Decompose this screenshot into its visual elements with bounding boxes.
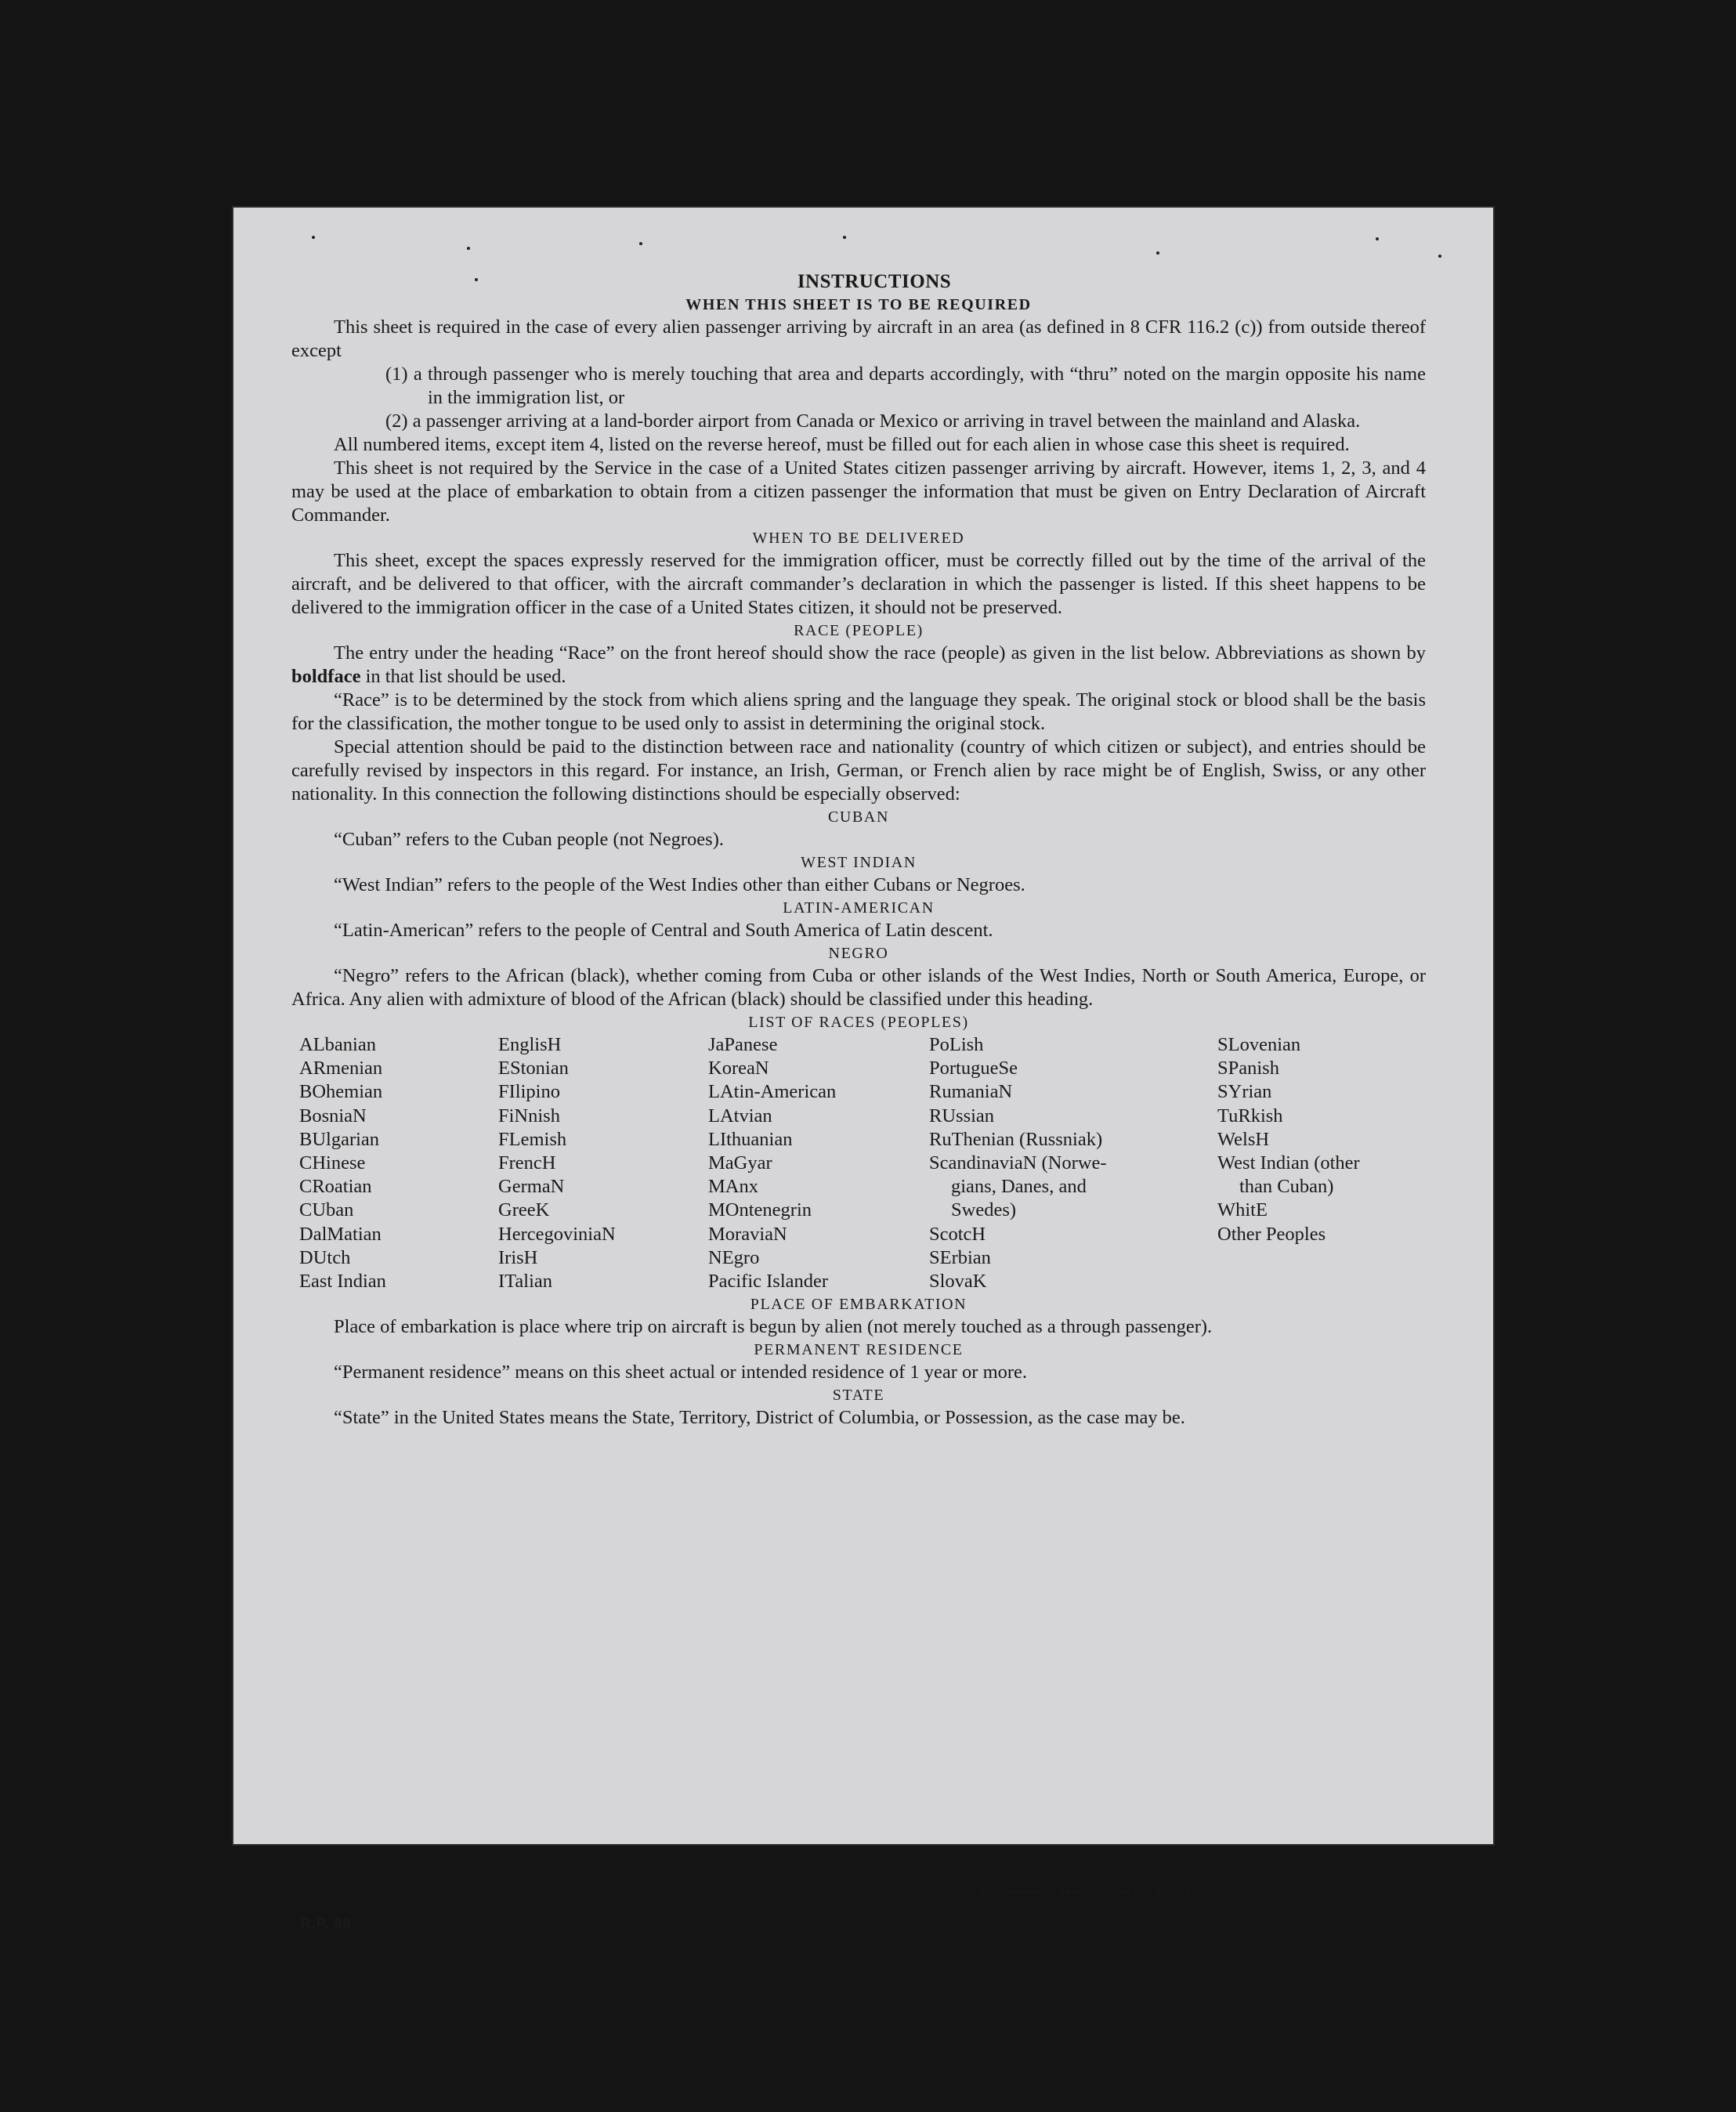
race-entry: JaPanese — [708, 1034, 778, 1055]
race-entry: CHinese — [299, 1152, 366, 1174]
race-column — [498, 1033, 708, 1293]
page-title: INSTRUCTIONS — [797, 271, 952, 292]
paragraph: “Permanent residence” means on this sheet actual or intended residence of 1 year or more. — [334, 1362, 1028, 1383]
race-entry: Other Peoples — [1217, 1223, 1326, 1245]
text-run: The entry under the heading “Race” on the front hereof should show the race (people) as given in the list below. Abbreviations as shown by — [334, 642, 1426, 664]
race-entry: SLovenian — [1217, 1034, 1301, 1055]
race-entry: Pacific Islander — [708, 1271, 829, 1293]
race-entry: SPanish — [1217, 1058, 1279, 1080]
scan-speck — [1376, 237, 1379, 240]
document-page — [232, 206, 1495, 1931]
race-entry: GreeK — [498, 1199, 550, 1221]
race-column — [708, 1033, 929, 1293]
section-heading-list-of-races: LIST OF RACES (PEOPLES) — [748, 1014, 969, 1031]
race-entry: FIlipino — [498, 1081, 560, 1103]
race-entry: FLemish — [498, 1128, 567, 1150]
race-entry: FiNnish — [498, 1105, 560, 1127]
race-entry: ALbanian — [299, 1034, 376, 1055]
race-entry: gians, Danes, and — [951, 1176, 1087, 1198]
race-entry: PoLish — [929, 1034, 984, 1055]
race-entry: DalMatian — [299, 1223, 382, 1245]
race-entry: HercegoviniaN — [498, 1223, 616, 1245]
scan-speck — [843, 236, 846, 239]
section-heading-permanent-residence: PERMANENT RESIDENCE — [754, 1341, 964, 1359]
race-entry: MaGyar — [708, 1152, 772, 1174]
race-entry: KoreaN — [708, 1058, 769, 1080]
paragraph: This sheet, except the spaces expressly reserved for the immigration officer, must be correctly filled out by the time of the arrival of the aircraft, and be delivered to that officer, with the aircraft commander’s declaration in which the passenger is listed. If this sheet happens to be delivered to the immigration officer in the case of a United States citizen, it should not be preserved. — [291, 550, 1426, 618]
paragraph: “West Indian” refers to the people of the West Indies other than either Cubans or Negroes. — [334, 874, 1025, 895]
race-entry: FrencH — [498, 1152, 556, 1174]
race-column — [299, 1033, 498, 1293]
race-entry: ScandinaviaN (Norwe- — [929, 1152, 1107, 1174]
paragraph: This sheet is required in the case of every alien passenger arriving by aircraft in an area (as defined in 8 CFR 116.2 (c)) from outside thereof except — [291, 316, 1426, 361]
race-entry: LAtin-American — [708, 1081, 837, 1103]
section-heading-cuban: CUBAN — [827, 808, 889, 826]
scan-speck — [467, 247, 470, 250]
race-entry: ARmenian — [299, 1058, 383, 1080]
race-entry: MOntenegrin — [708, 1199, 812, 1221]
section-heading-west-indian: WEST INDIAN — [801, 854, 917, 871]
paragraph: “Cuban” refers to the Cuban people (not Negroes). — [334, 829, 724, 850]
race-entry: BUlgarian — [299, 1128, 380, 1150]
race-entry: DUtch — [299, 1246, 351, 1268]
section-heading-latin-american: LATIN-AMERICAN — [783, 899, 935, 917]
section-heading-when-required: WHEN THIS SHEET IS TO BE REQUIRED — [685, 296, 1032, 313]
paragraph: Place of embarkation is place where trip on aircraft is begun by alien (not merely touched as a through passenger). — [334, 1316, 1213, 1338]
list-item: (1) a through passenger who is merely touching that area and departs accordingly, with “thru” noted on the margin opposite his name in the immigration list, or — [385, 363, 1426, 408]
section-heading-place-of-embarkation: PLACE OF EMBARKATION — [750, 1296, 967, 1314]
race-entry: MoraviaN — [708, 1223, 787, 1245]
paragraph: Special attention should be paid to the distinction between race and nationality (country of which citizen or subject), and entries should be carefully revised by inspectors in this regard. For instance, an Irish, German, or French alien by race might be of English, Swiss, or any other nationality. In this connection the following distinctions should be especially observed: — [291, 736, 1426, 805]
paragraph — [291, 642, 1426, 689]
race-entry: CRoatian — [299, 1176, 372, 1198]
race-entry: IrisH — [498, 1246, 538, 1268]
paragraph: This sheet is not required by the Service in the case of a United States citizen passenger arriving by aircraft. However, items 1, 2, 3, and 4 may be used at the place of embarkation to obtain from a citizen passenger the information that must be given on Entry Declaration of Aircraft Commander. — [291, 457, 1426, 526]
race-entry: BosniaN — [299, 1105, 367, 1127]
form-number: R.P. 98 — [301, 1915, 352, 1931]
race-entry: TuRkish — [1217, 1105, 1283, 1127]
paragraph: “Race” is to be determined by the stock from which aliens spring and the language they speak. The original stock or blood shall be the basis for the classification, the mother tongue to be used only to assist in determining the original stock. — [291, 689, 1426, 734]
paragraph: “Negro” refers to the African (black), whether coming from Cuba or other islands of the West Indies, North or South America, Europe, or Africa. Any alien with admixture of blood of the African (black) should be classified under this heading. — [291, 965, 1426, 1010]
instructions-body — [291, 270, 1426, 1430]
race-entry: LAtvian — [708, 1105, 772, 1127]
race-entry: BOhemian — [299, 1081, 383, 1103]
race-entry: NEgro — [708, 1246, 760, 1268]
section-heading-state: STATE — [832, 1387, 885, 1405]
race-entry: SErbian — [929, 1246, 991, 1268]
scan-speck — [1156, 251, 1159, 255]
race-entry: PortugueSe — [929, 1058, 1018, 1080]
race-entry: SYrian — [1217, 1081, 1272, 1103]
race-entry: ITalian — [498, 1271, 553, 1293]
race-entry: than Cuban) — [1239, 1176, 1334, 1198]
race-entry: RuThenian (Russniak) — [929, 1128, 1103, 1150]
race-list — [299, 1033, 1426, 1293]
paragraph: “Latin-American” refers to the people of Central and South America of Latin descent. — [334, 920, 993, 941]
section-heading-negro: NEGRO — [828, 945, 889, 962]
boldface-word: boldface — [291, 666, 361, 687]
race-entry: GermaN — [498, 1176, 565, 1198]
race-entry: East Indian — [299, 1271, 386, 1293]
section-heading-when-delivered: WHEN TO BE DELIVERED — [752, 530, 965, 547]
race-entry: West Indian (other — [1217, 1152, 1360, 1174]
race-column — [1217, 1033, 1426, 1293]
scan-speck — [639, 242, 642, 245]
race-entry: SlovaK — [929, 1271, 987, 1293]
race-entry: LIthuanian — [708, 1128, 793, 1150]
race-entry: CUban — [299, 1199, 354, 1221]
paragraph: “State” in the United States means the State, Territory, District of Columbia, or Possession, as the case may be. — [334, 1407, 1185, 1429]
printing-office-imprint: U. S. GOVERNMENT PRINTING OFFICE 16-24915-4 — [968, 1889, 1191, 1897]
race-entry: Swedes) — [951, 1199, 1017, 1221]
race-entry: WelsH — [1217, 1128, 1270, 1150]
race-entry: WhitE — [1217, 1199, 1268, 1221]
text-run: in that list should be used. — [360, 666, 566, 687]
race-column — [929, 1033, 1217, 1293]
list-item: (2) a passenger arriving at a land-border airport from Canada or Mexico or arriving in travel between the mainland and Alaska. — [385, 410, 1361, 432]
section-heading-race: RACE (PEOPLE) — [794, 622, 924, 639]
race-entry: RumaniaN — [929, 1081, 1013, 1103]
race-entry: EnglisH — [498, 1034, 562, 1055]
race-entry: MAnx — [708, 1176, 758, 1198]
race-entry: RUssian — [929, 1105, 995, 1127]
race-entry: EStonian — [498, 1058, 569, 1080]
scan-speck — [1438, 255, 1441, 258]
paragraph: All numbered items, except item 4, listed on the reverse hereof, must be filled out for each alien in whose case this sheet is required. — [334, 434, 1350, 455]
scan-speck — [312, 236, 315, 239]
race-entry: ScotcH — [929, 1223, 986, 1245]
